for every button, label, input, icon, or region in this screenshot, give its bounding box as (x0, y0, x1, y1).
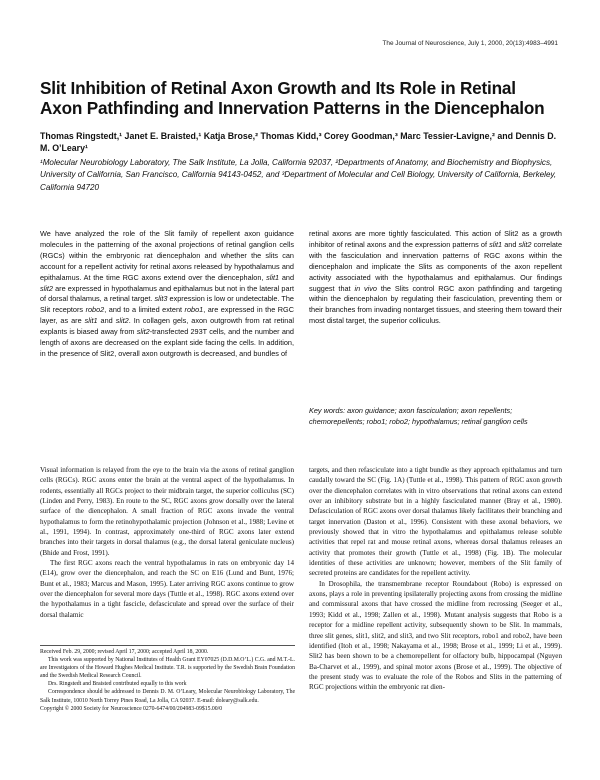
keywords: Key words: axon guidance; axon fasciculation; axon repellents; chemorepellents; robo1; robo2; hypothalamus; retinal ganglion cells (309, 406, 528, 426)
body-paragraph: targets, and then refasciculate into a tight bundle as they approach epithalamus and turn caudally toward the SC (Fig. 1A) (Tuttle et al., 1998). This pattern of RGC axon growth over the diencephalon correlates with in vitro observations that retinal axons can extend over an inhibitory substrate but in a highly fasciculated manner (Bray et al., 1980). Defasciculation of RGC axons over dorsal thalamus likely facilitates their branching and target innervation (Daston et al., 1996). Consistent with these axonal behaviors, we previously showed that in vitro the hypothalamus and epithalamus release soluble activities that repel rat and mouse retinal axons, whereas dorsal thalamus releases an activity that promotes their growth (Tuttle et al., 1998) (Fig. 1B). The molecular identities of these activities are unknown; however, members of the Slit family of secreted proteins are candidates for the repellent activity. (309, 466, 562, 578)
abstract-left-column: We have analyzed the role of the Slit family of repellent axon guidance molecules in the patterning of the axonal projections of retinal ganglion cells (RGCs) within the embryonic rat diencephalon and whether the slits can account for a repellent activity for retinal axons released by hypothalamus and epithalamus. At the time RGC axons extend over the diencephalon, slit1 and slit2 are expressed in hypothalamus and epithalamus but not in the lateral part of dorsal thalamus, a retinal target. slit3 expression is low or undetectable. The Slit receptors robo2, and to a limited extent robo1, are expressed in the RGC layer, as are slit1 and slit2. In collagen gels, axon outgrowth from rat retinal explants is biased away from slit2-transfected 293T cells, and the number and length of axons are decreased on the explant side facing the cells. In addition, in the presence of Slit2, overall axon outgrowth is decreased, and bundles of (40, 229, 295, 358)
author-list: Thomas Ringstedt,¹ Janet E. Braisted,¹ Katja Brose,² Thomas Kidd,³ Corey Goodman,³ Marc Tessier-Lavigne,² and Dennis D. M. O’Leary¹ (40, 131, 557, 153)
footnote-received: Received Feb. 29, 2000; revised April 17, 2000; accepted April 18, 2000. (40, 649, 209, 655)
footnote-divider (40, 645, 295, 646)
abstract-right-column: retinal axons are more tightly fasciculated. This action of Slit2 as a growth inhibitor of retinal axons and the expression patterns of slit1 and slit2 correlate with the fasciculation and innervation patterns of RGC axons within the diencephalon and implicate the Slits as components of the axon repellent activity associated with the hypothalamus and epithalamus. Our findings suggest that in vivo the Slits control RGC axon pathfinding and targeting within the diencephalon by regulating their fasciculation, preventing them or their branches from invading nontarget tissues, and steering them toward their most distal target, the superior colliculus. (309, 229, 563, 326)
body-paragraph: The first RGC axons reach the ventral hypothalamus in rats on embryonic day 14 (E14), grow over the diencephalon, and reach the SC on E16 (Lund and Bunt, 1976; Bunt et al., 1983; Marcus and Mason, 1995). Later arriving RGC axons continue to grow over the diencephalon for several more days (Tuttle et al., 1998). RGC axons extend over the hypothalamus in a tight fascicle, defasciculate and spread over the surface of their dorsal thalamic (40, 559, 294, 619)
body-right-column (309, 465, 562, 693)
body-paragraph: Visual information is relayed from the eye to the brain via the axons of retinal ganglion cells (RGCs). RGC axons enter the brain at the ventral aspect of the hypothalamus. In rodents, essentially all RGCs project to their midbrain target, the superior colliculus (SC) (Linden and Perry, 1983). En route to the SC, RGC axons grow dorsally over the lateral surface of the diencephalon. A small fraction of RGC axons invade the ventral hypothalamus to form the retinohypothalamic projection (Johnson et al., 1988; Levine et al., 1991, 1994). In contrast, approximately one-third of RGC axons later extend branches into their targets in dorsal thalamus (e.g., the dorsal lateral geniculate nucleus) (Bhide and Frost, 1991). (40, 466, 294, 557)
body-left-column (40, 465, 294, 620)
author-affiliations: ¹Molecular Neurobiology Laboratory, The Salk Institute, La Jolla, California 92037, ²Departments of Anatomy, and Biochemistry and Biophysics, University of California, San Francisco, California 94143-0452, and ³Department of Molecular and Cell Biology, University of California, Berkeley, California 94720 (40, 158, 557, 192)
footnotes (40, 648, 295, 713)
article-title: Slit Inhibition of Retinal Axon Growth and Its Role in Retinal Axon Pathfinding and Innervation Patterns in the Diencephalon (40, 78, 545, 118)
footnote-correspondence: Correspondence should be addressed to Dennis D. M. O’Leary, Molecular Neurobiology Laboratory, The Salk Institute, 10010 North Torrey Pines Road, La Jolla, CA 92037. E-mail: doleary@salk.edu. (40, 689, 295, 704)
running-header: The Journal of Neuroscience, July 1, 2000, 20(13):4983–4991 (382, 40, 558, 47)
footnote-equal-contribution: Drs. Ringstedt and Braisted contributed equally to this work (48, 681, 187, 688)
footnote-support: This work was supported by National Institutes of Health Grant EY07025 (D.D.M.O’L.) C.G. and M.T.-L. are Investigators of the Howard Hughes Medical Institute. T.R. is supported by the Swedish Brain Foundation and the Swedish Medical Research Council. (40, 657, 295, 680)
body-paragraph: In Drosophila, the transmembrane receptor Roundabout (Robo) is expressed on axons, plays a role in preventing ipsilaterally projecting axons from crossing the midline and commissural axons that have crossed the midline from recrossing (Seeger et al., 1993; Kidd et al., 1998; Zallen et al., 1998). Mutant analysis suggests that Robo is a receptor for a midline repellent activity, subsequently shown to be Slit. In mammals, three slit genes, slit1, slit2, and slit3, and two Slit receptors, robo1 and robo2, have been identified (Itoh et al., 1998; Nakayama et al., 1998; Brose et al., 1999; Li et al., 1999). Slit2 has been shown to be a chemorepellent for olfactory bulb, hippocampal (Nguyen Ba-Charvet et al., 1999), and spinal motor axons (Brose et al., 1999). The objective of the present study was to evaluate the role of the Robos and Slits in the patterning of RGC projections within the embryonic rat dien- (309, 579, 562, 692)
footnote-copyright: Copyright © 2000 Society for Neuroscience 0270-6474/00/204983-09$15.00/0 (40, 705, 223, 712)
